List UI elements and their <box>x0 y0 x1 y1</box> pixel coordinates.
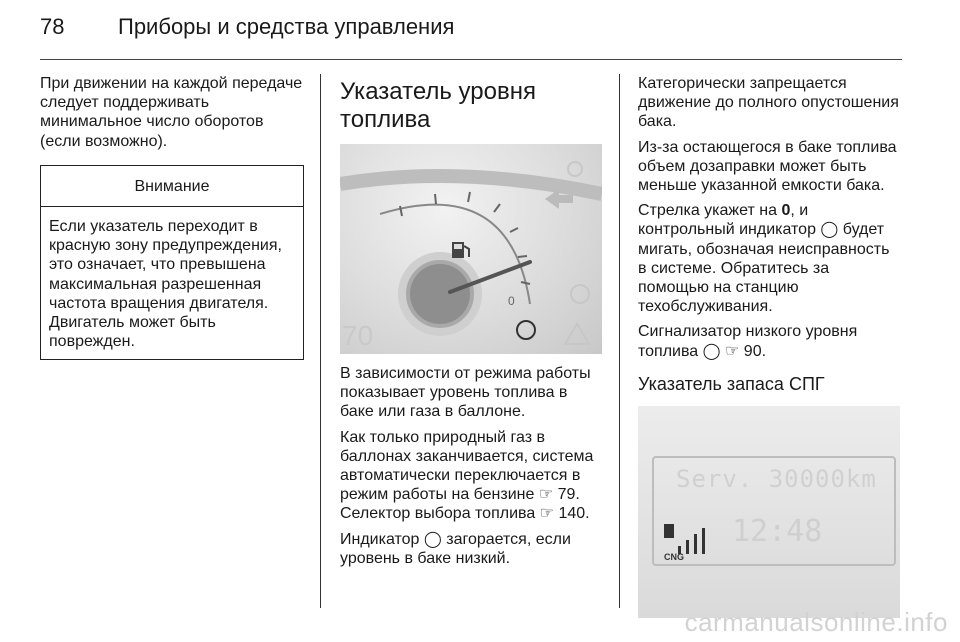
column-2 <box>340 74 602 574</box>
gauge-zero-label: 0 <box>508 294 515 308</box>
notice-title: Внимание <box>41 166 303 207</box>
lcd-time: 12:48 <box>732 514 823 550</box>
paragraph: Сигнализатор низкого уровня топлива ◯ ☞ 90. <box>638 323 858 360</box>
page-header <box>40 14 454 40</box>
section-title-cng-gauge: Указатель запаса СПГ <box>638 373 825 394</box>
section-title-fuel-gauge: Указатель уровня топлива <box>340 78 536 133</box>
header-rule <box>40 59 902 60</box>
lamp-icon <box>571 285 589 303</box>
fuel-pump-icon <box>452 242 469 258</box>
column-divider <box>619 74 620 608</box>
lcd-service-text: Serv. 30000km <box>676 465 877 494</box>
paragraph: Как только природный газ в баллонах заканчивается, система автоматически переключается в режим работы на бензине ☞ 79. Селектор выбора топлива ☞ 140. <box>340 428 594 523</box>
speedometer-70-label: 70 <box>342 320 374 351</box>
column-1 <box>40 74 304 360</box>
column-divider <box>320 74 321 608</box>
page-number: 78 <box>40 14 65 39</box>
paragraph: Стрелка укажет на 0, и контрольный индикатор ◯ будет мигать, обозначая неисправность в системе. Обратитесь за помощью на станцию техобслуживания. <box>638 202 890 316</box>
cng-label: CNG <box>664 552 684 563</box>
fuel-gauge-figure <box>340 144 602 354</box>
notice-box <box>40 165 304 361</box>
low-fuel-indicator-icon <box>517 321 535 339</box>
paragraph: В зависимости от режима работы показывает уровень топлива в баке или газа в баллоне. <box>340 365 591 421</box>
intro-paragraph: При движении на каждой передаче следует поддерживать минимальное число оборотов (если возможно). <box>40 75 303 150</box>
page-title: Приборы и средства управления <box>118 14 455 39</box>
paragraph: Из-за остающегося в баке топлива объем дозаправки может быть меньше указанной емкости бака. <box>638 138 897 195</box>
paragraph: Индикатор ◯ загорается, если уровень в баке низкий. <box>340 530 571 567</box>
notice-body: Если указатель переходит в красную зону предупреждения, это означает, что превышена максимальная разрешенная частота вращения двигателя. Двигатель может быть поврежден. <box>49 218 282 351</box>
fuel-pump-icon <box>664 524 674 538</box>
watermark: carmanualsonline.info <box>684 607 948 637</box>
light-icon <box>568 162 582 176</box>
lcd-display <box>652 456 896 566</box>
paragraph: Категорически запрещается движение до полного опустошения бака. <box>638 75 899 131</box>
warning-triangle-icon <box>565 324 589 344</box>
column-3 <box>638 74 902 618</box>
cng-display-figure <box>638 406 900 618</box>
fuel-gauge-illustration <box>340 144 602 354</box>
